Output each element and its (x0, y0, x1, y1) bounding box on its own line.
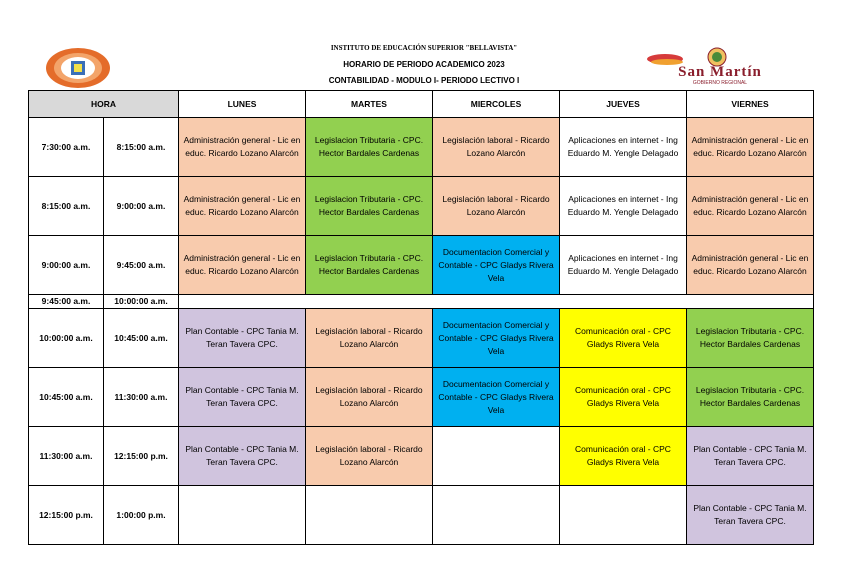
class-cell: Legislacion Tributaria - CPC. Hector Bardales Cardenas (687, 368, 814, 427)
schedule-title: HORARIO DE PERIODO ACADEMICO 2023 (343, 60, 505, 69)
start-time: 11:30:00 a.m. (29, 427, 104, 486)
class-cell: Legislación laboral - Ricardo Lozano Alarcón (433, 118, 560, 177)
end-time: 11:30:00 a.m. (104, 368, 179, 427)
start-time: 7:30:00 a.m. (29, 118, 104, 177)
end-time: 9:00:00 a.m. (104, 177, 179, 236)
start-time: 8:15:00 a.m. (29, 177, 104, 236)
col-hora: HORA (29, 91, 179, 118)
class-cell: Aplicaciones en internet - Ing Eduardo M. Yengle Delagado (560, 177, 687, 236)
class-cell: Legislación laboral - Ricardo Lozano Alarcón (306, 309, 433, 368)
class-cell: Administración general - Lic en educ. Ricardo Lozano Alarcón (179, 118, 306, 177)
class-cell: Plan Contable - CPC Tania M. Teran Tavera CPC. (179, 368, 306, 427)
start-time: 9:45:00 a.m. (29, 295, 104, 309)
class-cell (179, 486, 306, 545)
start-time: 12:15:00 p.m. (29, 486, 104, 545)
end-time: 10:00:00 a.m. (104, 295, 179, 309)
class-cell: Comunicación oral - CPC Gladys Rivera Vela (560, 309, 687, 368)
end-time: 12:15:00 p.m. (104, 427, 179, 486)
start-time: 9:00:00 a.m. (29, 236, 104, 295)
table-row (29, 236, 814, 295)
schedule-subtitle: CONTABILIDAD - MODULO I- PERIODO LECTIVO I (328, 76, 520, 85)
end-time: 8:15:00 a.m. (104, 118, 179, 177)
header-row (29, 91, 814, 118)
class-cell: Documentacion Comercial y Contable - CPC Gladys Rivera Vela (433, 236, 560, 295)
class-cell (560, 486, 687, 545)
logo-subtext: GOBIERNO REGIONAL (692, 80, 748, 86)
end-time: 9:45:00 a.m. (104, 236, 179, 295)
col-martes: MARTES (306, 91, 433, 118)
class-cell: Comunicación oral - CPC Gladys Rivera Vela (560, 368, 687, 427)
break-row (29, 295, 814, 309)
class-cell: Plan Contable - CPC Tania M. Teran Tavera CPC. (687, 427, 814, 486)
class-cell: Plan Contable - CPC Tania M. Teran Tavera CPC. (179, 427, 306, 486)
class-cell: Aplicaciones en internet - Ing Eduardo M. Yengle Delagado (560, 118, 687, 177)
start-time: 10:00:00 a.m. (29, 309, 104, 368)
class-cell (433, 427, 560, 486)
class-cell: Documentacion Comercial y Contable - CPC Gladys Rivera Vela (433, 309, 560, 368)
class-cell: Legislacion Tributaria - CPC. Hector Bardales Cardenas (306, 236, 433, 295)
class-cell: Legislacion Tributaria - CPC. Hector Bardales Cardenas (306, 177, 433, 236)
table-row (29, 177, 814, 236)
class-cell: Plan Contable - CPC Tania M. Teran Tavera CPC. (687, 486, 814, 545)
table-row (29, 118, 814, 177)
table-row (29, 427, 814, 486)
class-cell: Administración general - Lic en educ. Ricardo Lozano Alarcón (179, 236, 306, 295)
table-row (29, 309, 814, 368)
class-cell: Plan Contable - CPC Tania M. Teran Tavera CPC. (179, 309, 306, 368)
col-jueves: JUEVES (560, 91, 687, 118)
class-cell: Administración general - Lic en educ. Ricardo Lozano Alarcón (179, 177, 306, 236)
class-cell: Legislacion Tributaria - CPC. Hector Bardales Cardenas (687, 309, 814, 368)
end-time: 10:45:00 a.m. (104, 309, 179, 368)
class-cell: Comunicación oral - CPC Gladys Rivera Vela (560, 427, 687, 486)
col-lunes: LUNES (179, 91, 306, 118)
class-cell: Documentacion Comercial y Contable - CPC Gladys Rivera Vela (433, 368, 560, 427)
class-cell: Administración general - Lic en educ. Ricardo Lozano Alarcón (687, 118, 814, 177)
col-viernes: VIERNES (687, 91, 814, 118)
col-miercoles: MIERCOLES (433, 91, 560, 118)
class-cell (433, 486, 560, 545)
class-cell: Aplicaciones en internet - Ing Eduardo M. Yengle Delagado (560, 236, 687, 295)
logo-name: San Martín (678, 64, 762, 80)
class-cell: Legislación laboral - Ricardo Lozano Alarcón (306, 427, 433, 486)
class-cell: Legislación laboral - Ricardo Lozano Alarcón (433, 177, 560, 236)
end-time: 1:00:00 p.m. (104, 486, 179, 545)
break-cell (179, 295, 814, 309)
class-cell: Administración general - Lic en educ. Ricardo Lozano Alarcón (687, 177, 814, 236)
table-row (29, 486, 814, 545)
class-cell: Legislacion Tributaria - CPC. Hector Bardales Cardenas (306, 118, 433, 177)
institute-name: INSTITUTO DE EDUCACIÓN SUPERIOR "BELLAVISTA" (330, 44, 518, 52)
class-cell: Administración general - Lic en educ. Ricardo Lozano Alarcón (687, 236, 814, 295)
schedule-table (28, 90, 814, 545)
class-cell: Legislación laboral - Ricardo Lozano Alarcón (306, 368, 433, 427)
table-row (29, 368, 814, 427)
start-time: 10:45:00 a.m. (29, 368, 104, 427)
class-cell (306, 486, 433, 545)
